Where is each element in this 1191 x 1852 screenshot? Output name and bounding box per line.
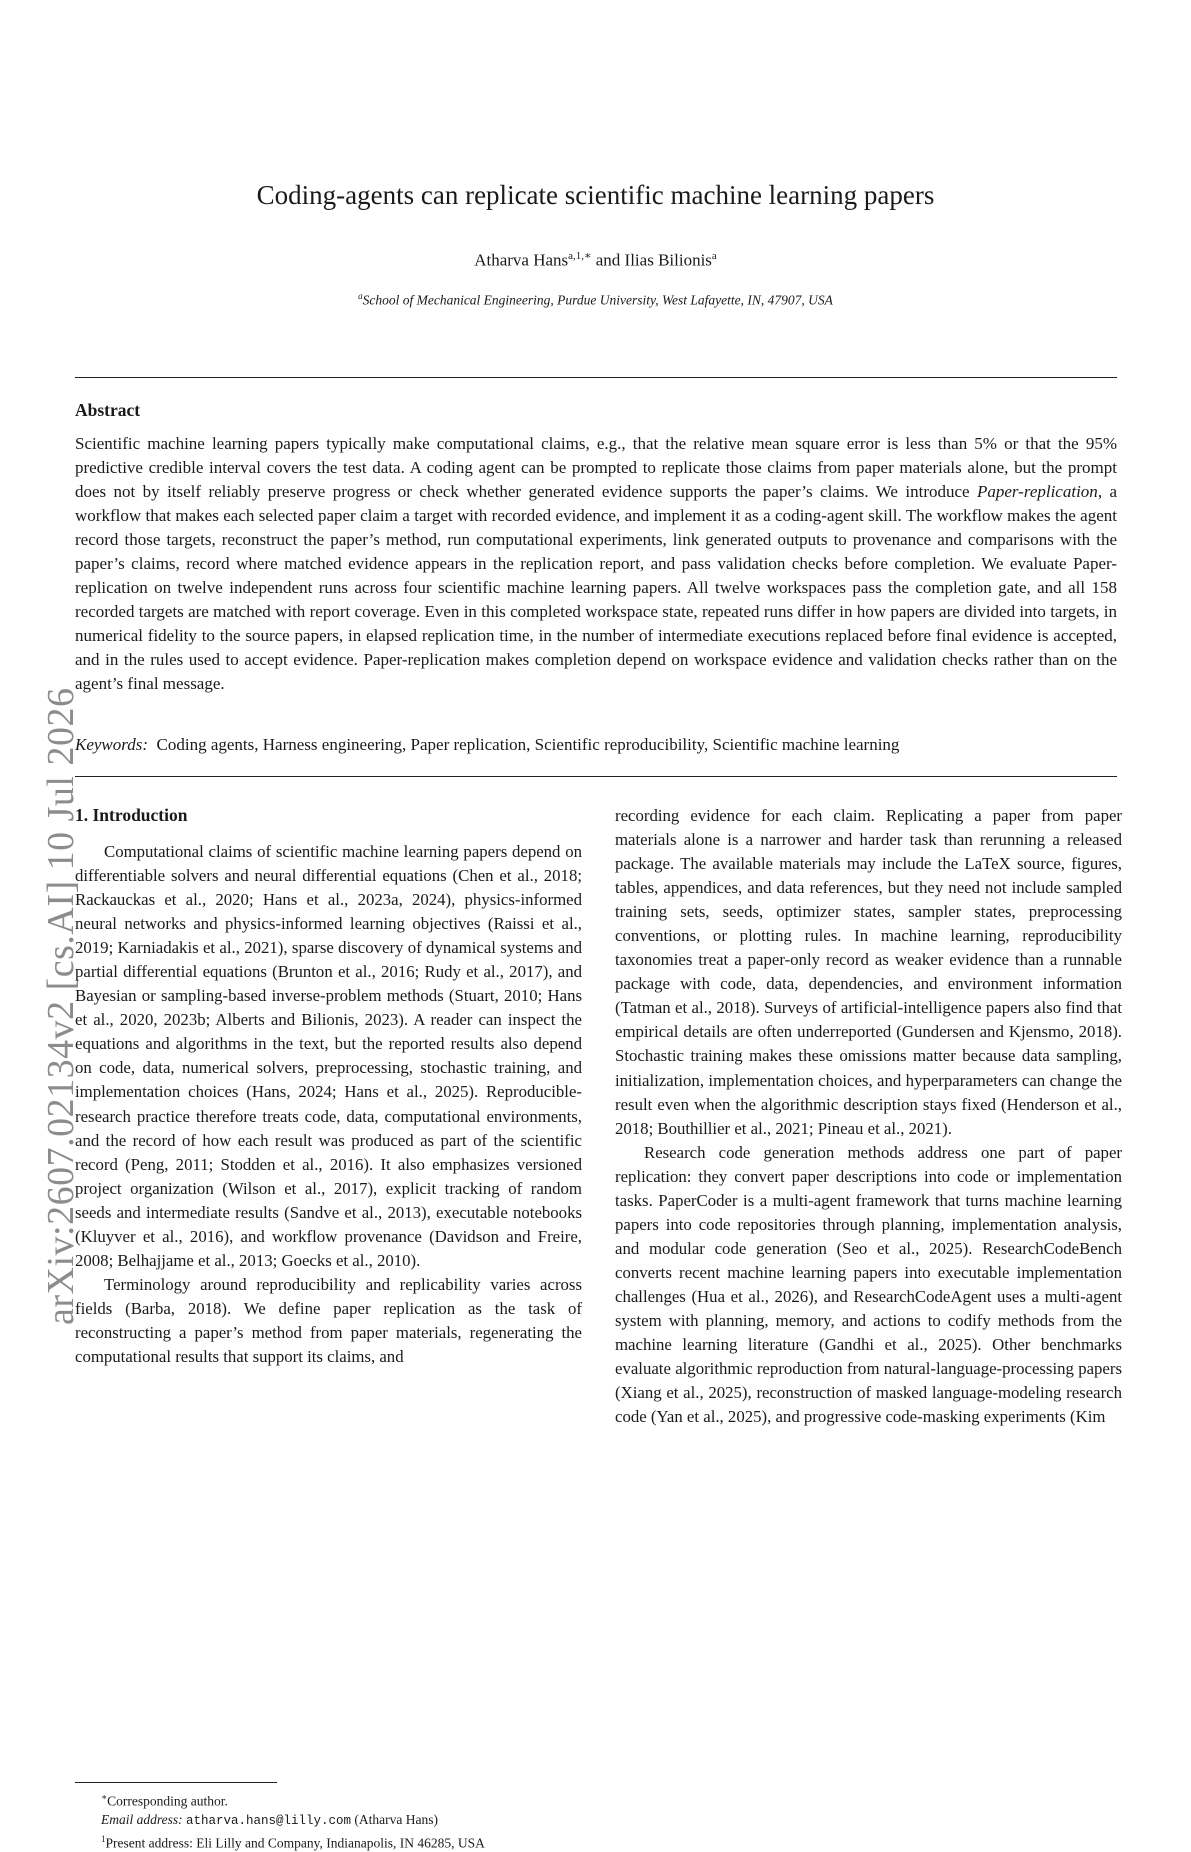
body-paragraph: Terminology around reproducibility and replicability varies across fields (Barba, 2018). We define paper replication as the task of reconstructing a paper’s method from paper materials, regenerating the computational results that support its claims, and [75, 1273, 582, 1369]
body-paragraph: recording evidence for each claim. Replicating a paper from paper materials alone is a narrower and harder task than rerunning a released package. The available materials may include the LaTeX source, figures, tables, appendices, and data references, but they need not include sampled training sets, seeds, optimizer states, sampler states, preprocessing conventions, or plotting rules. In machine learning, reproducibility taxonomies treat a paper-only record as weaker evidence than a runnable package with code, data, dependencies, and environment information (Tatman et al., 2018). Surveys of artificial-intelligence papers also find that empirical details are often underreported (Gundersen and Kjensmo, 2018). Stochastic training makes these omissions matter because data sampling, initialization, implementation choices, and hyperparameters can change the result even when the algorithmic description stays fixed (Henderson et al., 2018; Bouthillier et al., 2021; Pineau et al., 2021). [615, 804, 1122, 1141]
footnote-marker: ∗ [101, 1792, 107, 1802]
affiliation-text: School of Mechanical Engineering, Purdue University, West Lafayette, IN, 47907, USA [363, 293, 833, 308]
footnote-text: Corresponding author. [107, 1794, 228, 1809]
author-list [0, 245, 1191, 272]
abstract-emphasis: Paper-replication [977, 482, 1098, 501]
body-paragraph: Research code generation methods address one part of paper replication: they convert paper descriptions into code or implementation tasks. PaperCoder is a multi-agent framework that turns machine learning papers into code repositories through planning, implementation analysis, and modular code generation (Seo et al., 2025). ResearchCodeBench converts recent machine learning papers into executable implementation challenges (Hua et al., 2026), and ResearchCodeAgent uses a multi-agent system with planning, memory, and actions to codify methods from the machine learning literature (Gandhi et al., 2025). Other benchmarks evaluate algorithmic reproduction from natural-language-processing papers (Xiang et al., 2025), reconstruction of masked language-modeling research code (Yan et al., 2025), and progressive code-masking experiments (Kim [615, 1141, 1122, 1430]
abstract-heading: Abstract [75, 399, 140, 421]
paper-title: Coding-agents can replicate scientific machine learning papers [0, 178, 1191, 212]
footnote-rule [75, 1782, 277, 1783]
abstract-top-rule [75, 377, 1117, 378]
right-column [615, 804, 1122, 1429]
author-affiliation-marker: a [712, 250, 717, 262]
body-paragraph: Computational claims of scientific machine learning papers depend on differentiable solvers and neural differential equations (Chen et al., 2018; Rackauckas et al., 2020; Hans et al., 2023a, 2024), physics-informed neural networks and physics-informed learning objectives (Raissi et al., 2019; Karniadakis et al., 2021), sparse discovery of dynamical systems and partial differential equations (Brunton et al., 2016; Rudy et al., 2017), and Bayesian or sampling-based inverse-problem methods (Stuart, 2010; Hans et al., 2020, 2023b; Alberts and Bilionis, 2023). A reader can inspect the equations and algorithms in the text, but the reported results also depend on code, data, numerical solvers, preprocessing, stochastic training, and implementation choices (Hans, 2024; Hans et al., 2025). Reproducible-research practice therefore treats code, data, computational environments, and the record of how each result was produced as part of the scientific record (Peng, 2011; Stodden et al., 2016). It also emphasizes versioned project organization (Wilson et al., 2017), explicit tracking of random seeds and intermediate results (Sandve et al., 2013), executable notebooks (Kluyver et al., 2016), and workflow provenance (Davidson and Freire, 2008; Belhajjame et al., 2013; Goecks et al., 2010). [75, 840, 582, 1273]
footnote-corresponding [75, 1788, 595, 1811]
section-heading: 1. Introduction [75, 804, 582, 826]
footnote-present-address [75, 1830, 595, 1852]
email-owner: (Atharva Hans) [351, 1812, 438, 1827]
abstract-text-part: , a workflow that makes each selected paper claim a target with recorded evidence, and implement it as a coding-agent skill. The workflow makes the agent record those targets, reconstruct the paper’s method, run computational experiments, link generated outputs to provenance and comparisons with the paper’s claims, record where matched evidence appears in the replication report, and pass validation checks before completion. We evaluate Paper-replication on twelve independent runs across four scientific machine learning papers. All twelve workspaces pass the completion gate, and all 158 recorded targets are matched with report coverage. Even in this completed workspace state, repeated runs differ in how papers are divided into targets, in numerical fidelity to the source papers, in elapsed replication time, in the number of intermediate executions replaced before final evidence is accepted, and in the rules used to accept evidence. Paper-replication makes completion depend on workspace evidence and validation checks rather than on the agent’s final message. [75, 482, 1117, 693]
author-name: Atharva Hans [474, 251, 568, 270]
footnote-marker: 1 [101, 1834, 106, 1844]
author-name: Ilias Bilionis [625, 251, 712, 270]
abstract-bottom-rule [75, 776, 1117, 777]
email-link[interactable]: atharva.hans@lilly.com [186, 1814, 351, 1828]
left-column [75, 804, 582, 1369]
author-affiliation-marker: a,1,∗ [568, 250, 591, 262]
keywords-label: Keywords: [75, 735, 148, 754]
affiliation-marker: a [358, 291, 363, 301]
keywords-text: Coding agents, Harness engineering, Paper replication, Scientific reproducibility, Scientific machine learning [157, 735, 900, 754]
author-conjunction: and [592, 251, 625, 270]
abstract-text-part: Scientific machine learning papers typically make computational claims, e.g., that the relative mean square error is less than 5% or that the 95% predictive credible interval covers the test data. A coding agent can be prompted to replicate those claims from paper materials alone, but the prompt does not by itself reliably preserve progress or check whether generated evidence supports the paper’s claims. We introduce [75, 434, 1117, 501]
email-label: Email address: [101, 1812, 183, 1827]
abstract-text [75, 432, 1117, 696]
affiliation [0, 287, 1191, 310]
footnote-email [75, 1811, 595, 1830]
keywords-line [75, 733, 1117, 757]
footnotes [75, 1788, 595, 1852]
footnote-text: Present address: Eli Lilly and Company, Indianapolis, IN 46285, USA [106, 1835, 485, 1850]
arxiv-identifier-stamp: arXiv:2607.02134v2 [cs.AI] 10 Jul 2026 [38, 605, 84, 1325]
